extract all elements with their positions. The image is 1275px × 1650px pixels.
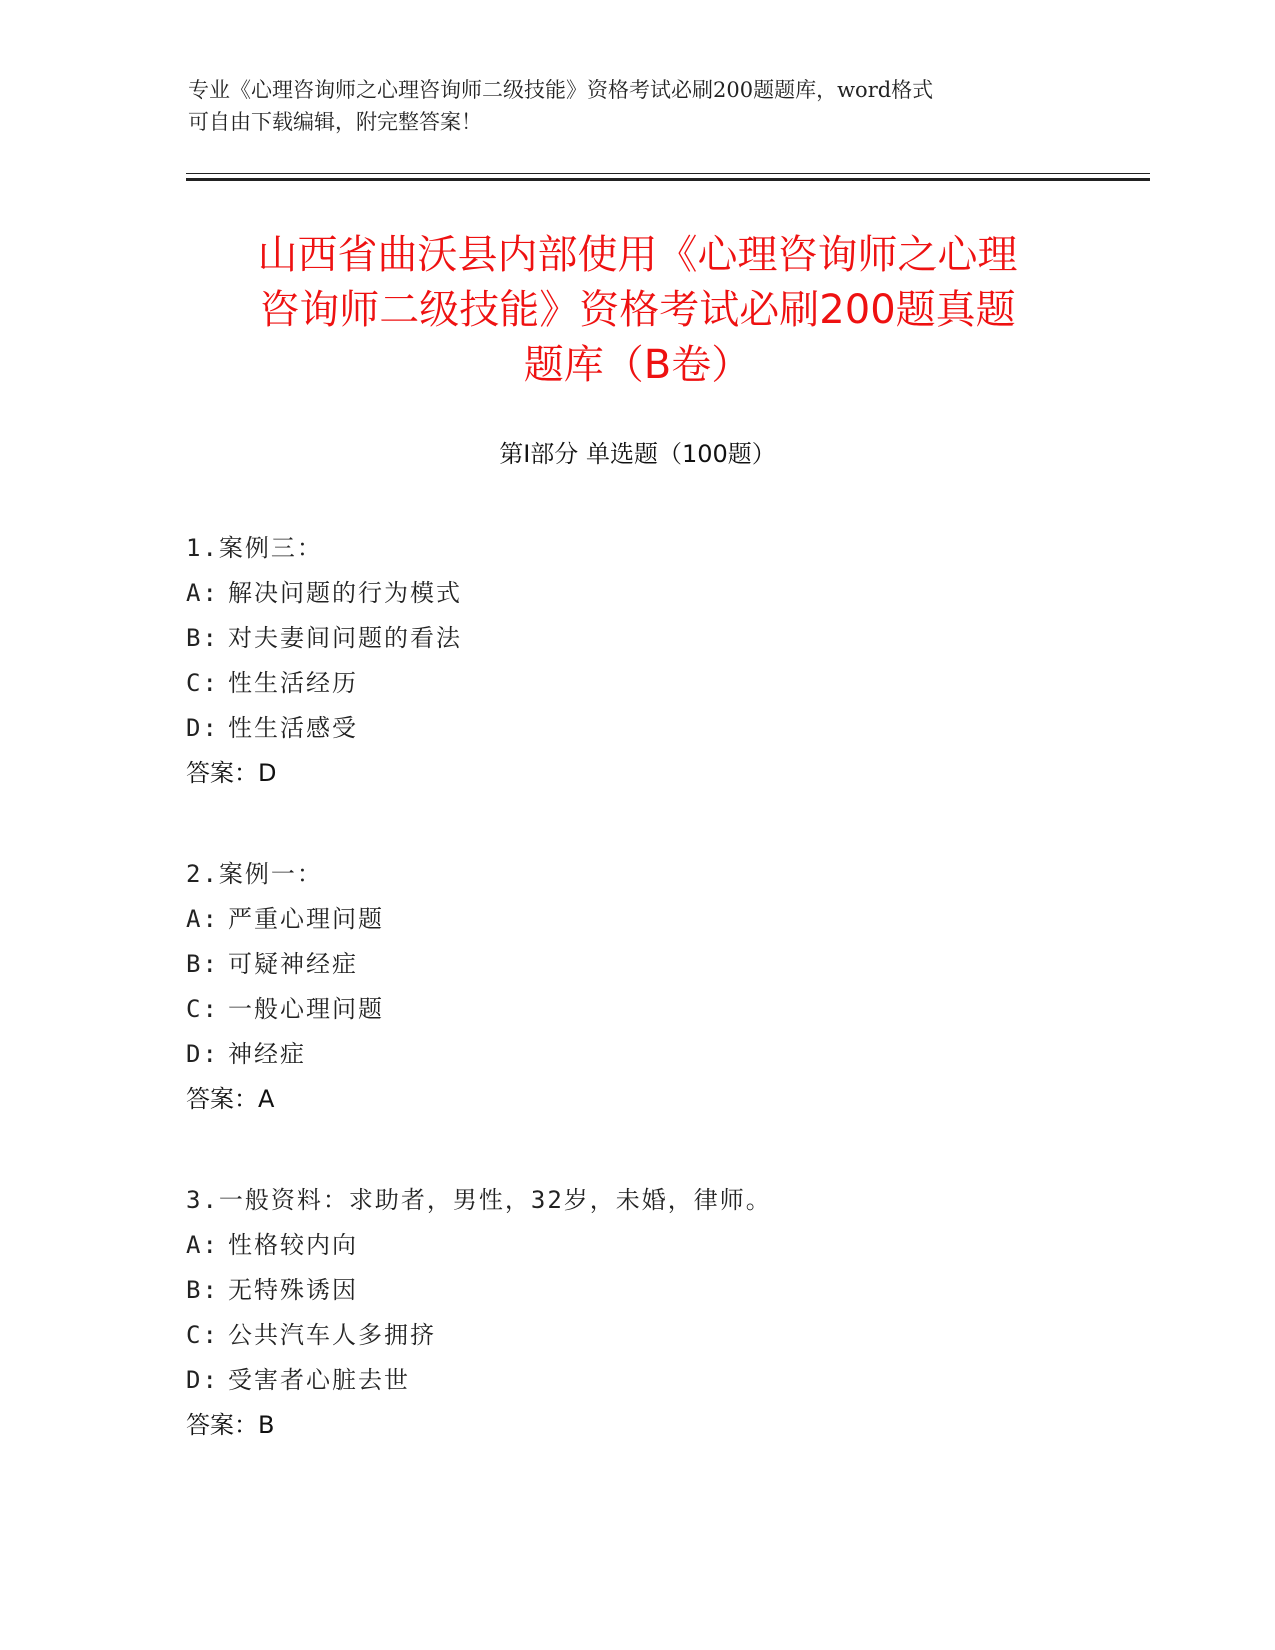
option-key: D: bbox=[186, 1366, 219, 1394]
question-item bbox=[186, 1178, 1086, 1448]
option-key: C: bbox=[186, 1321, 219, 1349]
option-text: 性生活经历 bbox=[228, 669, 358, 697]
option-a bbox=[186, 1223, 1086, 1268]
option-key: D: bbox=[186, 714, 219, 742]
option-d bbox=[186, 1358, 1086, 1403]
option-key: A: bbox=[186, 905, 219, 933]
option-text: 对夫妻间问题的看法 bbox=[228, 624, 462, 652]
header-divider bbox=[186, 178, 1150, 181]
option-text: 无特殊诱因 bbox=[228, 1276, 358, 1304]
section-title: 第Ⅰ部分 单选题（100题） bbox=[499, 440, 776, 468]
option-text: 神经症 bbox=[228, 1040, 306, 1068]
option-a bbox=[186, 571, 1086, 616]
question-item bbox=[186, 526, 1086, 796]
option-key: B: bbox=[186, 624, 219, 652]
question-stem: 2.案例一： bbox=[186, 860, 323, 888]
option-text: 解决问题的行为模式 bbox=[228, 579, 462, 607]
option-a bbox=[186, 897, 1086, 942]
option-key: B: bbox=[186, 950, 219, 978]
question-list bbox=[186, 526, 1086, 1504]
header-divider bbox=[186, 173, 1150, 174]
option-key: B: bbox=[186, 1276, 219, 1304]
option-text: 可疑神经症 bbox=[228, 950, 358, 978]
title-line: 山西省曲沃县内部使用《心理咨询师之心理 bbox=[257, 232, 1018, 278]
question-item bbox=[186, 852, 1086, 1122]
header-note-line: 专业《心理咨询师之心理咨询师二级技能》资格考试必刷200题题库，word格式 bbox=[188, 78, 934, 102]
option-text: 严重心理问题 bbox=[228, 905, 384, 933]
option-key: C: bbox=[186, 669, 219, 697]
option-text: 公共汽车人多拥挤 bbox=[228, 1321, 436, 1349]
option-key: A: bbox=[186, 1231, 219, 1259]
question-stem: 3.一般资料：求助者，男性，32岁，未婚，律师。 bbox=[186, 1186, 772, 1214]
option-text: 一般心理问题 bbox=[228, 995, 384, 1023]
option-c bbox=[186, 661, 1086, 706]
option-key: C: bbox=[186, 995, 219, 1023]
question-stem: 1.案例三： bbox=[186, 534, 323, 562]
header-note-line: 可自由下载编辑，附完整答案！ bbox=[188, 110, 482, 134]
option-b bbox=[186, 616, 1086, 661]
answer-line: 答案：A bbox=[186, 1085, 275, 1113]
answer-line: 答案：B bbox=[186, 1411, 275, 1439]
option-d bbox=[186, 706, 1086, 751]
answer-line: 答案：D bbox=[186, 759, 277, 787]
header-note bbox=[188, 74, 1088, 138]
option-d bbox=[186, 1032, 1086, 1077]
title-line: 题库（B卷） bbox=[523, 342, 752, 388]
option-text: 性生活感受 bbox=[228, 714, 358, 742]
option-c bbox=[186, 987, 1086, 1032]
title-line: 咨询师二级技能》资格考试必刷200题真题 bbox=[259, 287, 1016, 333]
option-key: D: bbox=[186, 1040, 219, 1068]
option-b bbox=[186, 942, 1086, 987]
option-key: A: bbox=[186, 579, 219, 607]
document-title bbox=[150, 228, 1125, 393]
option-text: 性格较内向 bbox=[228, 1231, 358, 1259]
option-b bbox=[186, 1268, 1086, 1313]
option-c bbox=[186, 1313, 1086, 1358]
option-text: 受害者心脏去世 bbox=[228, 1366, 410, 1394]
